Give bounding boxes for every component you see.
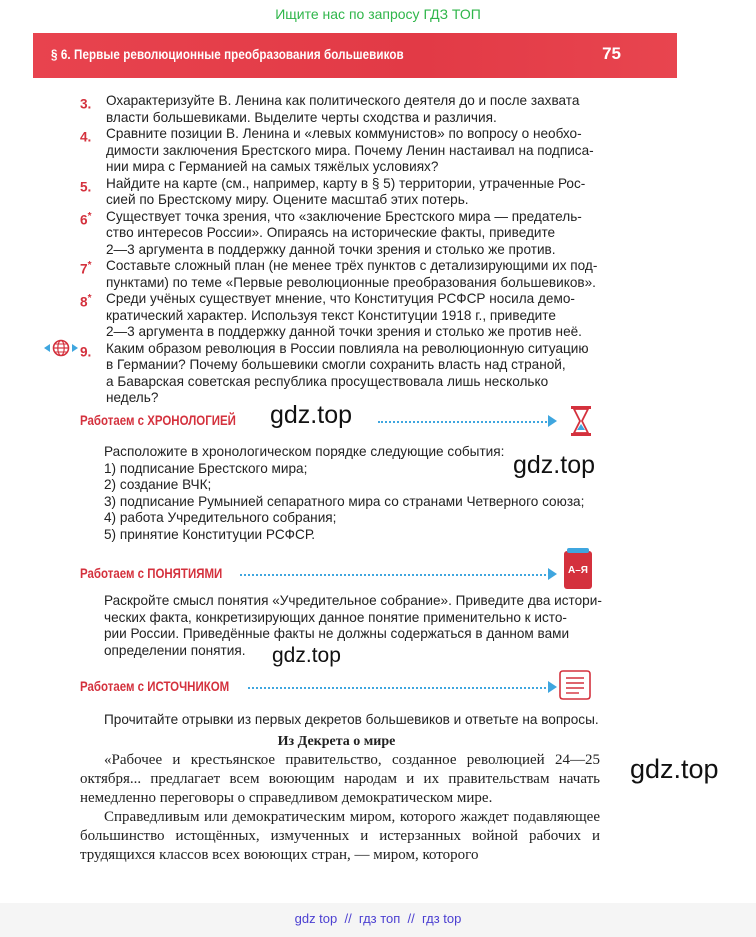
arrow-icon	[548, 415, 557, 427]
concepts-body: Раскройте смысл понятия «Учредительное собрание». Приведите два истори- ческих факта, конкретизирующих данное понятие применительно к исто- рии России. Приведённые факты не должны содержаться в данном вами определении понятия.	[104, 593, 602, 658]
source-label: Работаем с ИСТОЧНИКОМ	[80, 678, 230, 694]
scroll-icon	[557, 668, 593, 702]
page-number: 75	[602, 44, 621, 63]
question-number: 7*	[80, 260, 92, 277]
question-item	[80, 341, 600, 407]
source-header	[80, 676, 600, 698]
decree-paragraph: «Рабочее и крестьянское правительство, созданное революцией 24—25 октября... предлагает всем воюющим народам и их правительствам начать немедленно переговоры о справедливом демократическом мире.	[80, 752, 600, 806]
question-text: Охарактеризуйте В. Ленина как политического деятеля до и после захвата власти большевиками. Выделите черты сходства и различия.	[106, 93, 580, 125]
question-number: 8*	[80, 293, 92, 310]
dotted-connector	[240, 574, 550, 576]
question-number: 6*	[80, 210, 92, 228]
decree-text	[80, 751, 600, 865]
concepts-label: Работаем с ПОНЯТИЯМИ	[80, 565, 223, 581]
question-item	[80, 126, 600, 176]
question-text: Среди учёных существует мнение, что Конституция РСФСР носила демо- кратический характер. Используя текст Конституции 1918 г., приведите 2—3 аргумента в поддержку данной точки зрения и столько же против неё.	[106, 291, 582, 339]
top-banner: Ищите нас по запросу ГДЗ ТОП	[275, 6, 481, 22]
decree-paragraph: Справедливым или демократическим миром, которого жаждет подавляющее большинство истощённых, измученных и истерзанных войной рабочих и трудящихся классов всех воюющих стран, — миром, которого	[80, 809, 600, 863]
dictionary-icon	[564, 551, 592, 589]
question-text: Сравните позиции В. Ленина и «левых коммунистов» по вопросу о необхо- димости заключения Брестского мира. Почему Ленин настаивал на подписа- нии мира с Германией на самых тяжёлых условиях?	[106, 126, 594, 174]
questions-list	[80, 93, 600, 407]
source-section	[80, 676, 600, 729]
question-text: Существует точка зрения, что «заключение Брестского мира — предатель- ство интересов России». Опираясь на исторические факты, приведите 2—3 аргумента в поддержку данной точки зрения и столько же против.	[106, 208, 582, 257]
globe-icon	[44, 339, 78, 357]
question-item	[80, 176, 600, 209]
question-item	[80, 291, 600, 341]
question-number: 3.	[80, 96, 92, 112]
question-number: 5.	[80, 179, 92, 195]
question-item	[80, 93, 600, 126]
question-number: 4.	[80, 129, 92, 145]
watermark: gdz.top	[272, 644, 341, 667]
arrow-icon	[548, 568, 557, 580]
arrow-icon	[548, 681, 557, 693]
question-text: Составьте сложный план (не менее трёх пунктов с детализирующими их под- пунктами) по теме «Первые революционные преобразования большевиков».	[106, 258, 598, 290]
dictionary-icon-text: А–Я	[568, 565, 588, 576]
question-item	[80, 258, 600, 291]
watermark: gdz.top	[630, 754, 719, 784]
watermark: gdz.top	[513, 451, 596, 479]
watermark: gdz.top	[270, 401, 353, 429]
footer-links[interactable]: gdz top // гдз топ // гдз top	[294, 911, 462, 926]
chapter-header	[33, 33, 677, 78]
question-text: Каким образом революция в России повлияла на революционную ситуацию в Германии? Почему большевики смогли сохранить власть над страной, а Баварская советская республика просуществовала лишь несколько недель?	[106, 340, 589, 405]
source-body: Прочитайте отрывки из первых декретов большевиков и ответьте на вопросы.	[104, 712, 599, 727]
concepts-header	[80, 563, 600, 585]
dotted-connector	[248, 687, 550, 689]
dotted-connector	[378, 421, 550, 423]
chronology-label: Работаем с ХРОНОЛОГИЕЙ	[80, 412, 236, 428]
question-item	[80, 209, 600, 259]
question-text: Найдите на карте (см., например, карту в § 5) территории, утраченные Рос- сией по Брестскому миру. Оцените масштаб этих потерь.	[106, 175, 586, 207]
question-number: 9.	[80, 344, 92, 360]
decree-title: Из Декрета о мире	[277, 734, 396, 749]
chapter-title: § 6. Первые революционные преобразования большевиков	[51, 47, 404, 62]
chronology-body: Расположите в хронологическом порядке следующие события: 1) подписание Брестского мира; 2) создание ВЧК; 3) подписание Румынией сепаратного мира со странами Четверного союза; 4) работа Учредительного собрания; 5) принятие Конституции РСФСР.	[104, 444, 585, 542]
hourglass-icon	[569, 405, 593, 437]
